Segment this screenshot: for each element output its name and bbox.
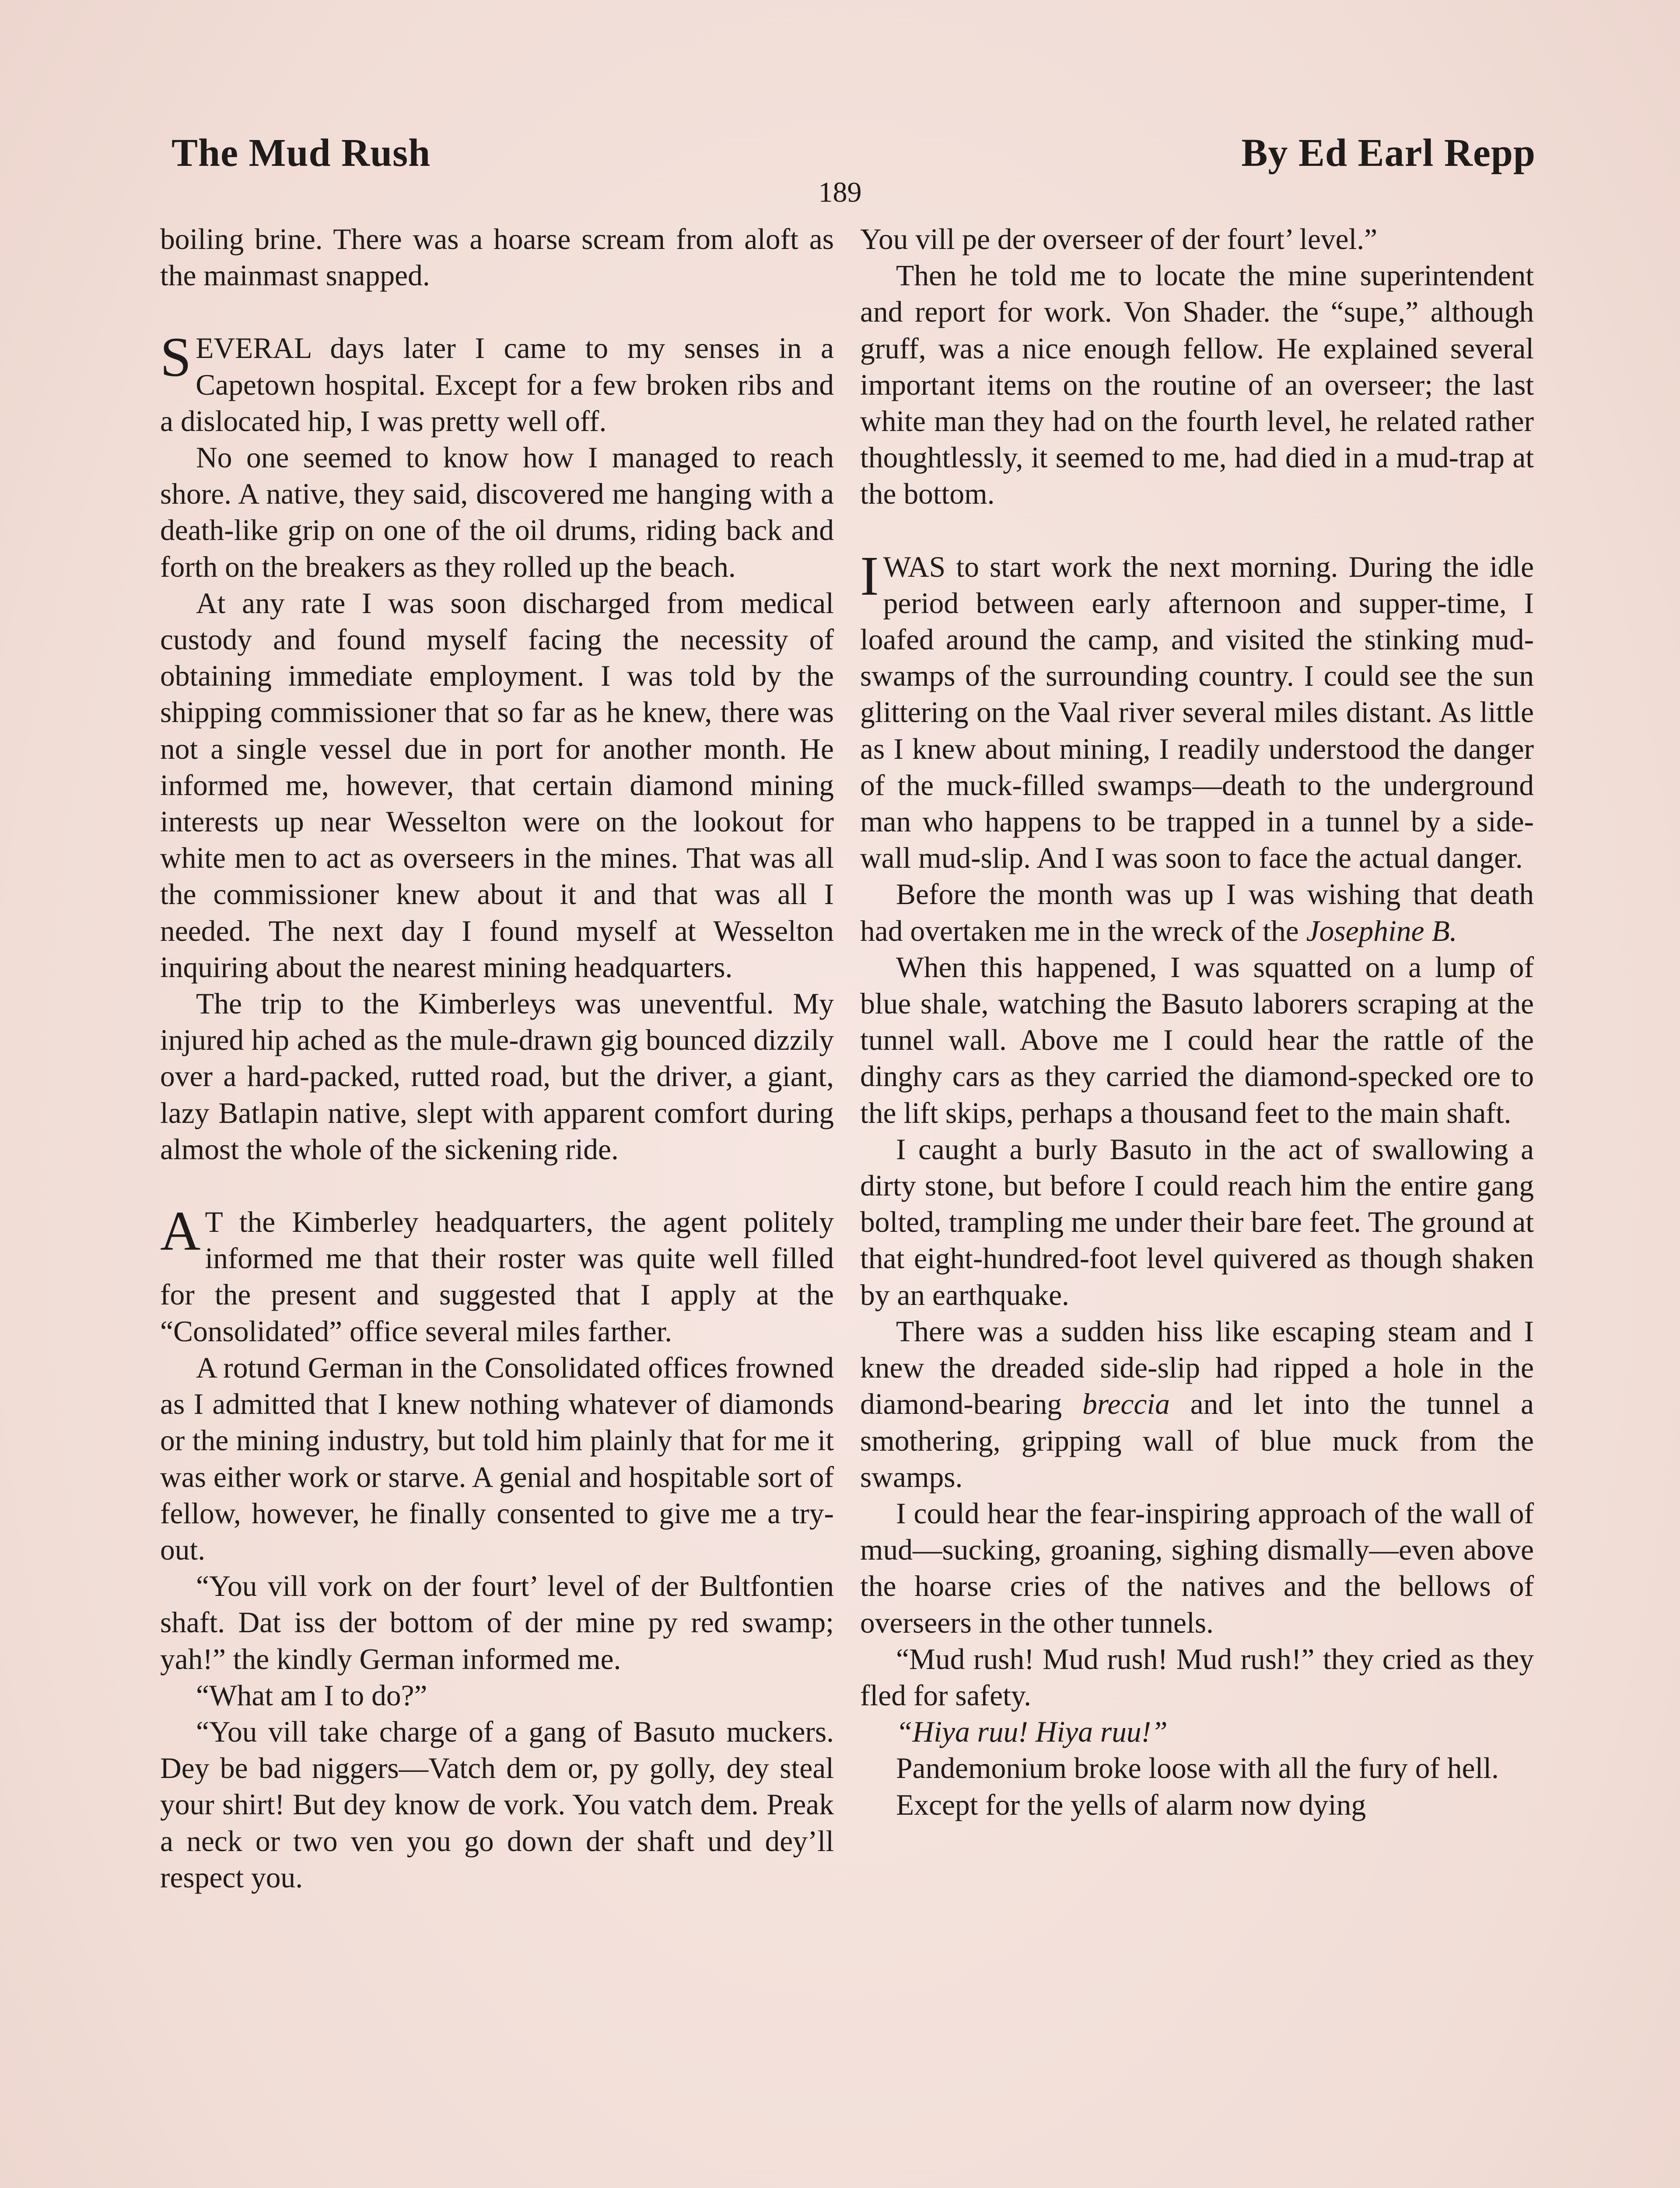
paragraph-text: Before the month was up I was wishing that death had overtaken me in the wreck of the — [860, 878, 1534, 947]
section-start-paragraph — [160, 1200, 834, 1350]
drop-cap: S — [160, 326, 192, 389]
paragraph: “What am I to do?” — [196, 1679, 427, 1712]
paragraph: I could hear the fear-inspiring approach of the wall of mud—sucking, groaning, sighing dismally—even above the hoarse cries of the natives and the bellows of overseers in the other tunnels. — [860, 1497, 1534, 1639]
paragraph-text: T the Kimberley headquarters, the agent politely informed me that their roster was quite well filled for the present and suggested that I apply at the “Consolidated” office several miles farther. — [160, 1206, 834, 1348]
paragraph-text: EVERAL days later I came to my senses in a Capetown hospital. Except for a few broken ribs and a dislocated hip, I was pretty well off. — [160, 332, 834, 438]
drop-cap: A — [160, 1200, 201, 1262]
paragraph: No one seemed to know how I managed to reach shore. A native, they said, discovered me hanging with a death-like grip on one of the oil drums, riding back and forth on the breakers as they rolled up the beach. — [160, 441, 834, 583]
paragraph: At any rate I was soon discharged from medical custody and found myself facing the necessity of obtaining immediate employment. I was told by the shipping commissioner that so far as he knew, there was not a single vessel due in port for another month. He informed me, however, that certain diamond mining interests up near Wesselton were on the lookout for white men to act as overseers in the mines. That was all the commissioner knew about it and that was all I needed. The next day I found myself at Wesselton inquiring about the nearest mining headquarters. — [160, 586, 834, 984]
paragraph: When this happened, I was squatted on a lump of blue shale, watching the Basuto laborers scraping at the tunnel wall. Above me I could hear the rattle of the dinghy cars as they carried the diamond-specked ore to the lift skips, perhaps a thousand feet to the main shaft. — [860, 950, 1534, 1129]
section-start-paragraph — [860, 544, 1534, 877]
paragraph-text: There was a sudden hiss like escaping steam and I knew the dreaded side-slip had ripped a hole in the diamond-bearing — [860, 1315, 1534, 1421]
paragraph: Except for the yells of alarm now dying — [896, 1788, 1366, 1821]
paragraph: I caught a burly Basuto in the act of swallowing a dirty stone, but before I could reach him the entire gang bolted, trampling me under their bare feet. The ground at that eight-hundred-foot level quivered as though shaken by an earthquake. — [860, 1133, 1534, 1311]
paragraph — [860, 1313, 1534, 1495]
paragraph: “Hiya ruu! Hiya ruu!” — [896, 1715, 1168, 1749]
paragraph: boiling brine. There was a hoarse scream from aloft as the mainmast snapped. — [160, 223, 834, 292]
left-text-column — [160, 221, 834, 1896]
right-text-column — [860, 221, 1534, 1823]
paragraph-text: WAS to start work the next morning. During the idle period between early afternoon and supper-time, I loafed around the camp, and visited the stinking mud-swamps of the surrounding country. I could see the sun glittering on the Vaal river several miles distant. As little as I knew about mining, I readily understood the danger of the muck-filled swamps—death to the underground man who happens to be trapped in a tunnel by a side-wall mud-slip. And I was soon to face the actual danger. — [860, 550, 1534, 875]
paragraph: Pandemonium broke loose with all the fury of hell. — [896, 1752, 1499, 1785]
paragraph: “Mud rush! Mud rush! Mud rush!” they cried as they fled for safety. — [860, 1642, 1534, 1712]
section-start-paragraph — [160, 326, 834, 439]
paragraph — [860, 876, 1534, 949]
ship-name: Josephine B. — [1306, 914, 1457, 947]
paragraph: You vill pe der overseer of der fourt’ level.” — [860, 223, 1378, 256]
paragraph: A rotund German in the Consolidated offices frowned as I admitted that I knew nothing whatever of diamonds or the mining industry, but told him plainly that for me it was either work or starve. A genial and hospitable sort of fellow, however, he finally consented to give me a try-out. — [160, 1351, 834, 1566]
paragraph: “You vill vork on der fourt’ level of der Bultfontien shaft. Dat iss der bottom of der mine py red swamp; yah!” the kindly German informed me. — [160, 1570, 834, 1676]
story-title: The Mud Rush — [172, 131, 431, 175]
paragraph: Then he told me to locate the mine superintendent and report for work. Von Shader. the “supe,” although gruff, was a nice enough fellow. He explained several important items on the routine of an overseer; the last white man they had on the fourth level, he related rather thoughtlessly, it seemed to me, had died in a mud-trap at the bottom. — [860, 259, 1534, 511]
paragraph: The trip to the Kimberleys was uneventful. My injured hip ached as the mule-drawn gig bounced dizzily over a hard-packed, rutted road, but the driver, a giant, lazy Batlapin native, slept with apparent comfort during almost the whole of the sickening ride. — [160, 987, 834, 1166]
italic-term: breccia — [1082, 1388, 1170, 1421]
paragraph-text: and let into the tunnel a smothering, gripping wall of blue muck from the swamps. — [860, 1388, 1534, 1494]
drop-cap: I — [860, 544, 879, 607]
author-byline: By Ed Earl Repp — [1241, 131, 1536, 175]
page-number: 189 — [818, 176, 862, 208]
paragraph: “You vill take charge of a gang of Basuto muckers. Dey be bad niggers—Vatch dem or, py golly, dey steal your shirt! But dey know de vork. You vatch dem. Preak a neck or two ven you go down der shaft und dey’ll respect you. — [160, 1715, 834, 1894]
